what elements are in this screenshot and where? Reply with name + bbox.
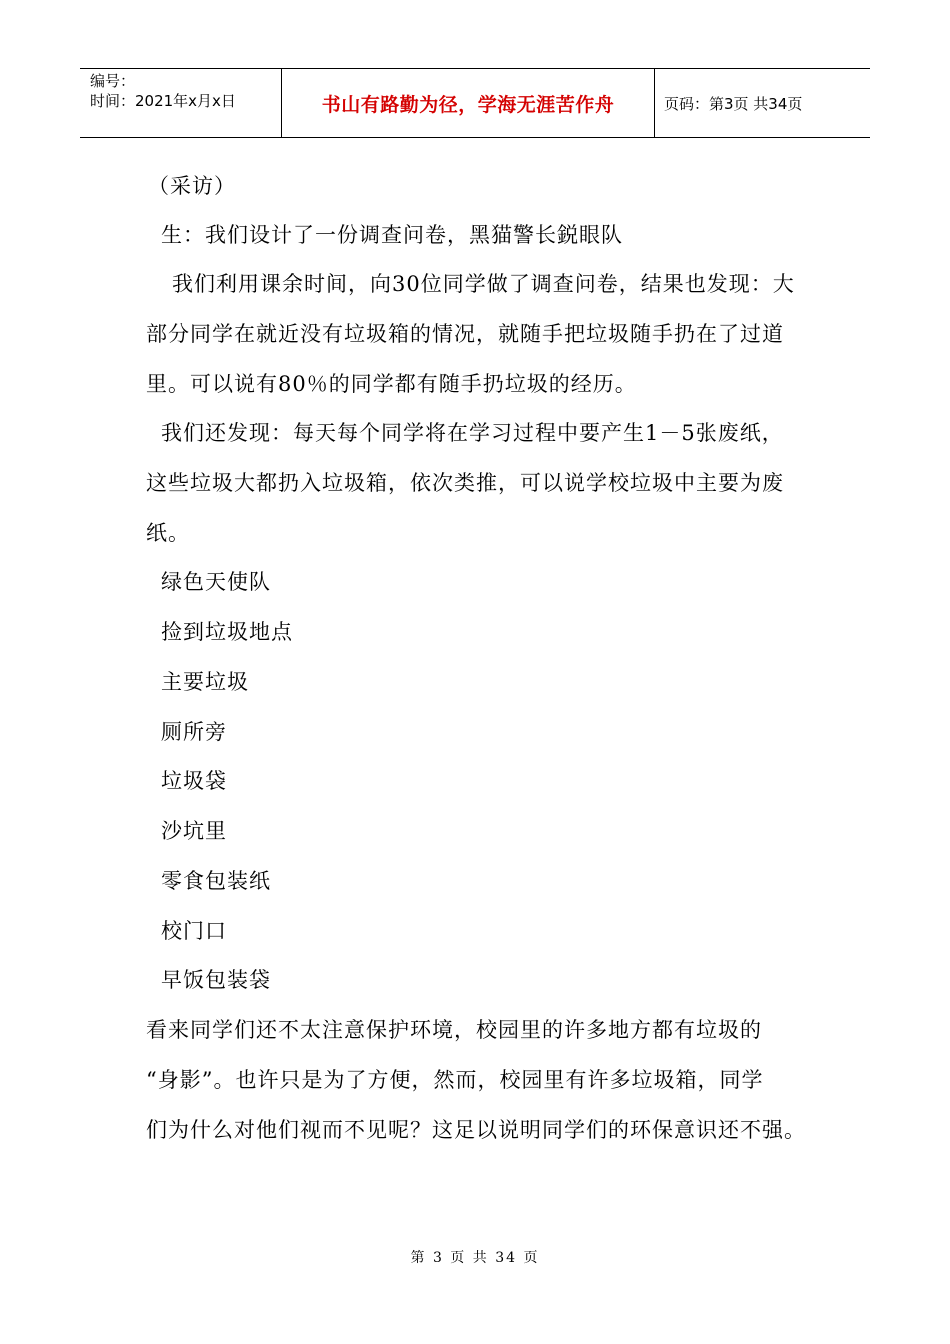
list-item: 早饭包装袋 — [161, 968, 271, 992]
paragraph-line: 里。可以说有80％的同学都有随手扔垃圾的经历。 — [146, 372, 637, 396]
list-item: 校门口 — [161, 919, 227, 943]
page-footer — [0, 1247, 950, 1267]
paragraph-line: 看来同学们还不太注意保护环境，校园里的许多地方都有垃圾的 — [146, 1018, 762, 1042]
paragraph-line: 生：我们设计了一份调查问卷，黑猫警长鋭眼队 — [161, 223, 623, 247]
document-date: 时间：2021年x月x日 — [90, 92, 236, 110]
paragraph-line: 们为什么对他们视而不见呢？这足以说明同学们的环保意识还不强。 — [146, 1118, 806, 1142]
list-item: 垃圾袋 — [161, 769, 227, 793]
paragraph-line: “身影”。也许只是为了方便，然而，校园里有许多垃圾箱，同学 — [146, 1068, 764, 1092]
header-motto: 书山有路勤为径，学海无涯苦作舟 — [321, 93, 615, 116]
paragraph-line: 我们还发现：每天每个同学将在学习过程中要产生1－5张废纸， — [161, 421, 784, 445]
page-header — [80, 68, 870, 138]
paragraph-line: （采访） — [148, 174, 236, 198]
paragraph-line: 我们利用课余时间，向30位同学做了调查问卷，结果也发现：大 — [172, 272, 795, 296]
document-number-label: 编号： — [90, 72, 136, 90]
list-item: 零食包装纸 — [161, 869, 271, 893]
footer-page-number: 第 3 页 共 34 页 — [410, 1250, 540, 1266]
list-item: 绿色天使队 — [161, 570, 271, 594]
list-item: 厕所旁 — [161, 720, 227, 744]
paragraph-line: 纸。 — [146, 521, 190, 545]
header-meta — [80, 69, 280, 137]
list-item: 沙坑里 — [161, 819, 227, 843]
header-page-info: 页码：第3页 共34页 — [664, 94, 803, 113]
paragraph-line: 部分同学在就近没有垃圾箱的情况，就随手把垃圾随手扔在了过道 — [146, 322, 784, 346]
paragraph-line: 这些垃圾大都扔入垃圾箱，依次类推，可以说学校垃圾中主要为废 — [146, 471, 784, 495]
list-item: 主要垃圾 — [161, 670, 249, 694]
header-page-cell — [654, 69, 870, 137]
header-motto-cell — [281, 69, 655, 137]
list-item: 捡到垃圾地点 — [161, 620, 293, 644]
